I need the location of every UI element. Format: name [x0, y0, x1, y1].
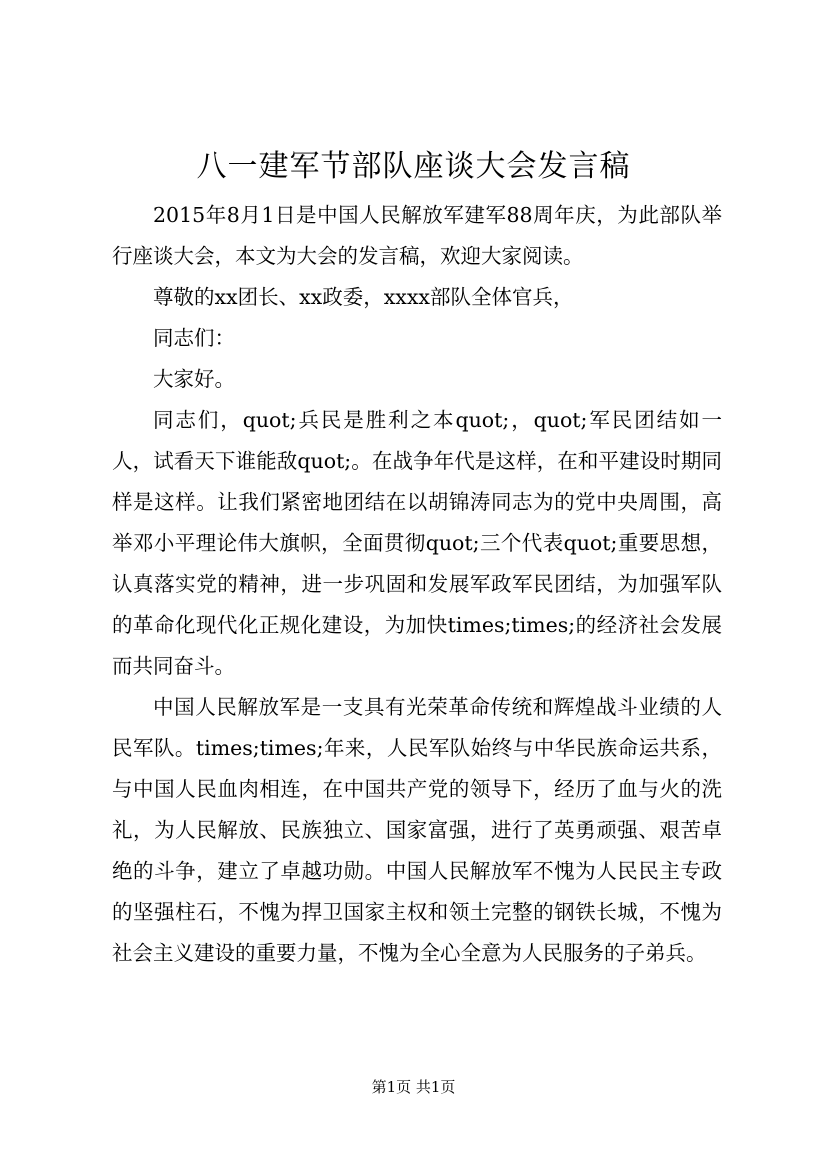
paragraph-salutation: 尊敬的xx团长、xx政委，xxxx部队全体官兵， [153, 285, 574, 309]
paragraph-unity: 同志们，quot;兵民是胜利之本quot;，quot;军民团结如一人，试看天下谁能敌quot;。在战争年代是这样，在和平建设时期同样是这样。让我们紧密地团结在以胡锦涛同志为的党中央周围，高举邓小平理论伟大旗帜，全面贯彻quot;三个代表quot;重要思想，认真落实党的精神，进一步巩固和发展军政军民团结，为加强军队的革命化现代化正规化建设，为加快times;times;的经济社会发展而共同奋斗。 [112, 408, 722, 678]
document-title: 八一建军节部队座谈大会发言稿 [196, 149, 631, 184]
page-footer: 第1页 共1页 [371, 1078, 456, 1096]
paragraph-intro: 2015年8月1日是中国人民解放军建军88周年庆，为此部队举行座谈大会，本文为大会的发言稿，欢迎大家阅读。 [112, 203, 722, 268]
paragraph-pla: 中国人民解放军是一支具有光荣革命传统和辉煌战斗业绩的人民军队。times;times;年来，人民军队始终与中华民族命运共系，与中国人民血肉相连，在中国共产党的领导下，经历了血与火的洗礼，为人民解放、民族独立、国家富强，进行了英勇顽强、艰苦卓绝的斗争，建立了卓越功勋。中国人民解放军不愧为人民民主专政的坚强柱石，不愧为捍卫国家主权和领土完整的钢铁长城，不愧为社会主义建设的重要力量，不愧为全心全意为人民服务的子弟兵。 [112, 695, 722, 965]
paragraph-greeting: 大家好。 [153, 367, 235, 391]
paragraph-comrades: 同志们： [153, 326, 235, 350]
document-body [112, 195, 722, 974]
